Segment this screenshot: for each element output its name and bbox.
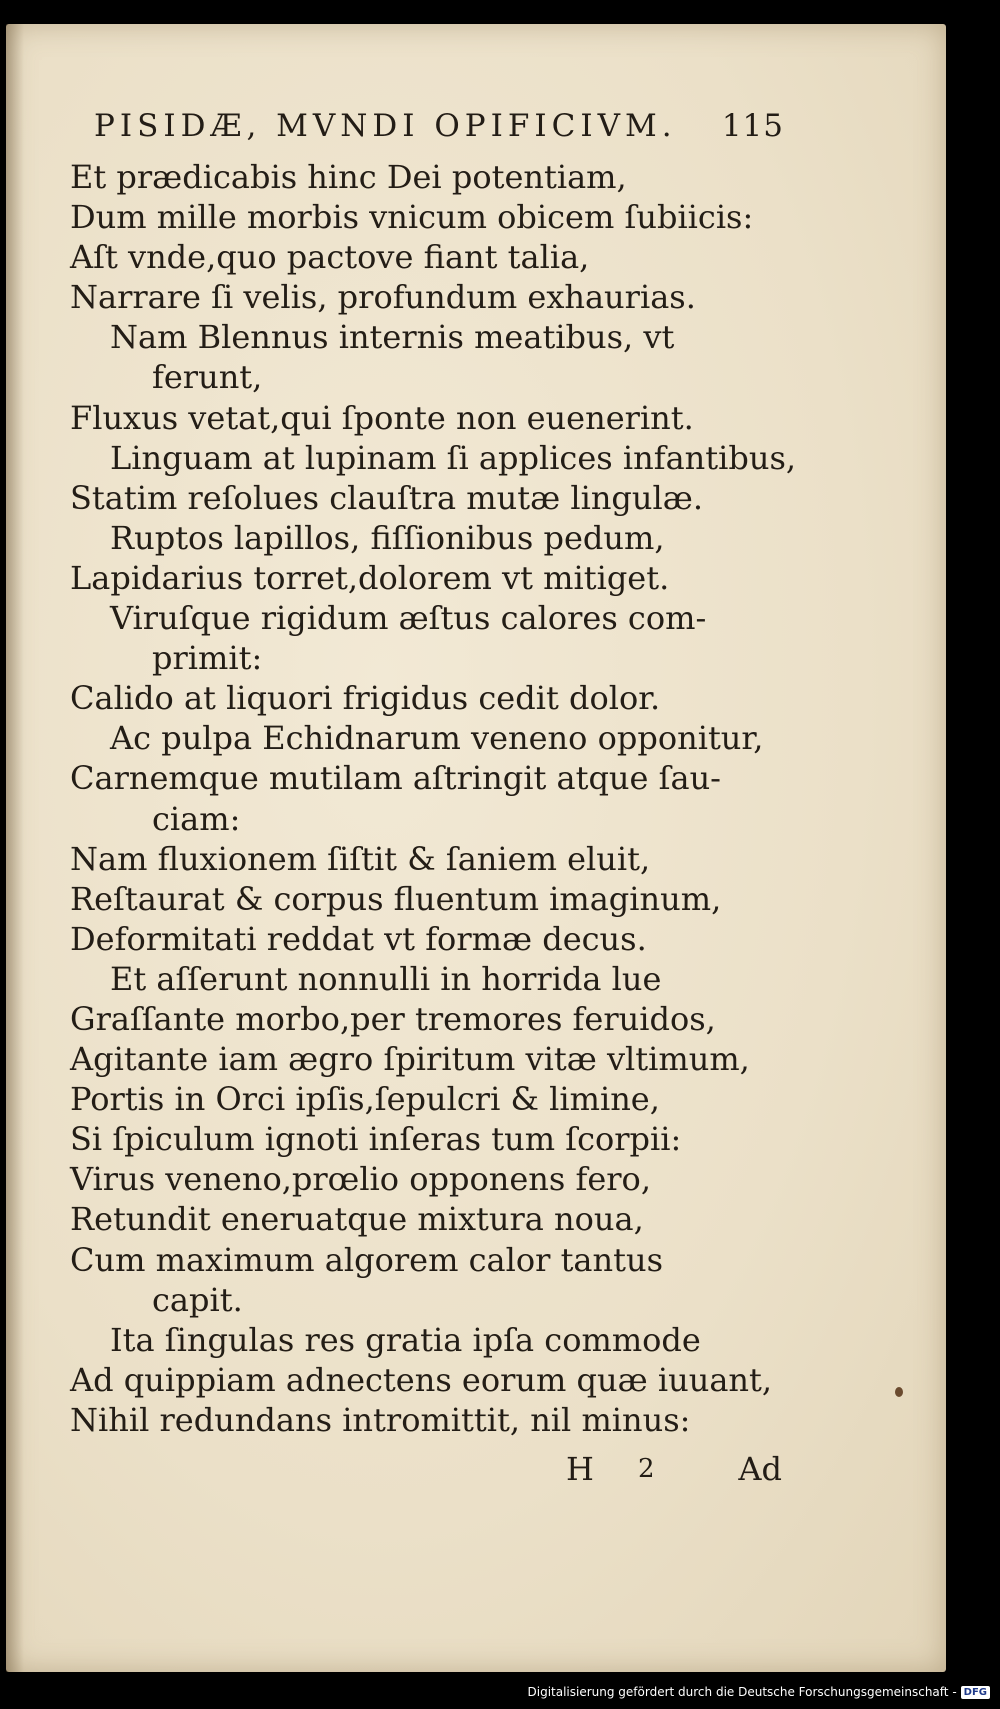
text-line: Carnemque mutilam aſtringit atque ſau- [70, 759, 721, 798]
poem-text-block [70, 157, 797, 1440]
text-line: ferunt, [152, 358, 263, 397]
text-line: ciam: [152, 799, 241, 838]
text-line: Aſt vnde,quo pactove fiant talia, [70, 238, 590, 277]
text-line: Ruptos lapillos, fiſſionibus pedum, [110, 518, 665, 557]
text-line: Ad quippiam adnectens eorum quæ iuuant, [70, 1360, 773, 1399]
page-gutter-shadow [6, 24, 24, 1672]
signature-mark: H [566, 1450, 594, 1488]
book-page [6, 24, 946, 1672]
page-number: 115 [721, 108, 784, 144]
text-line: Statim reſolues clauſtra mutæ lingulæ. [70, 478, 703, 517]
signature-number: 2 [638, 1454, 655, 1484]
text-line: Virus veneno,prœlio opponens fero, [70, 1160, 651, 1199]
text-line: capit. [152, 1280, 243, 1319]
text-line: Ita ſingulas res gratia ipſa commode [110, 1320, 701, 1359]
text-line: Calido at liquori frigidus cedit dolor. [70, 679, 661, 718]
dfg-logo-icon: DFG [961, 1686, 990, 1699]
text-line: Et aſſerunt nonnulli in horrida lue [110, 959, 662, 998]
text-line: Retundit eneruatque mixtura noua, [70, 1200, 644, 1239]
text-line: Lapidarius torret,dolorem vt mitiget. [70, 558, 670, 597]
text-line: Et prædicabis hinc Dei potentiam, [70, 158, 627, 196]
text-line: Deformitati reddat vt formæ decus. [70, 919, 647, 958]
catchword: Ad [738, 1450, 782, 1488]
text-line: Dum mille morbis vnicum obicem ſubiicis: [70, 198, 754, 237]
digitization-credit [528, 1685, 991, 1699]
text-line: Agitante iam ægro ſpiritum vitæ vltimum, [70, 1040, 750, 1079]
credit-text: Digitalisierung gefördert durch die Deutsche Forschungsgemeinschaft - [527, 1685, 957, 1699]
text-line: Si ſpiculum ignoti inſeras tum ſcorpii: [70, 1120, 682, 1159]
text-line: Graſſante morbo,per tremores feruidos, [70, 999, 716, 1038]
text-line: Nam Blennus internis meatibus, vt [110, 318, 675, 357]
text-line: Portis in Orci ipſis,ſepulcri & limine, [70, 1080, 660, 1119]
text-line: Linguam at lupinam ſi applices infantibus, [110, 438, 797, 477]
text-line: primit: [152, 639, 263, 678]
text-line: Fluxus vetat,qui ſponte non euenerint. [70, 398, 694, 437]
paper-speck [895, 1387, 903, 1397]
text-line: Cum maximum algorem calor tantus [70, 1240, 663, 1279]
text-line: Viruſque rigidum æſtus calores com- [110, 599, 707, 638]
text-line: Nam fluxionem ſiſtit & ſaniem eluit, [70, 839, 651, 878]
text-line: Ac pulpa Echidnarum veneno opponitur, [110, 719, 764, 758]
text-line: Narrare ſi velis, profundum exhaurias. [70, 278, 696, 317]
page-footer [566, 1450, 782, 1494]
text-line: Reſtaurat & corpus fluentum imaginum, [70, 879, 722, 918]
running-header [94, 108, 784, 148]
running-title: PISIDÆ, MVNDI OPIFICIVM. [94, 108, 677, 144]
text-line: Nihil redundans intromittit, nil minus: [70, 1400, 691, 1439]
